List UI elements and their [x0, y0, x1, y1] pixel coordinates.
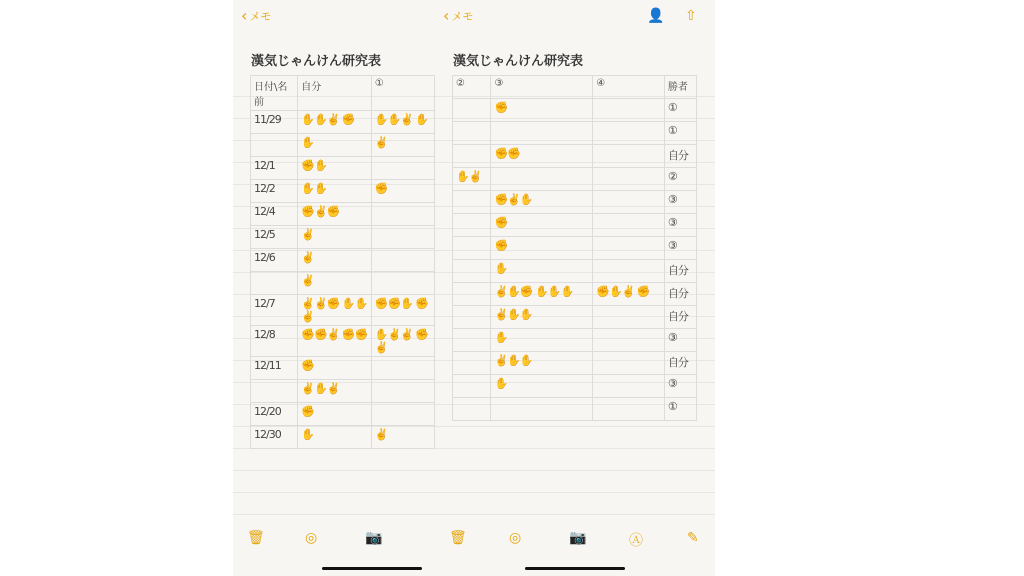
table-cell: [371, 380, 434, 403]
table-cell: 12/4: [251, 203, 298, 226]
table-cell: [453, 352, 491, 375]
table-row: [453, 398, 697, 421]
table-cell: [371, 403, 434, 426]
table-row: [251, 249, 435, 272]
table-cell: [453, 237, 491, 260]
table-cell: [453, 214, 491, 237]
table-cell: [371, 249, 434, 272]
table-cell: 12/7: [251, 295, 298, 326]
table-row: [453, 306, 697, 329]
camera-icon[interactable]: 📷: [569, 530, 587, 546]
table-cell: ✊: [371, 180, 434, 203]
table-cell: [453, 99, 491, 122]
table-cell: ✋✋✌️ ✋: [371, 111, 434, 134]
table-cell: [453, 145, 491, 168]
table-cell: ③: [664, 237, 696, 260]
table-row: [453, 145, 697, 168]
table-cell: [593, 375, 665, 398]
home-indicator: [322, 567, 422, 570]
header-cell: ④: [593, 76, 665, 99]
table-cell: ✋: [298, 134, 372, 157]
table-cell: 12/1: [251, 157, 298, 180]
right-note-screen: [435, 0, 715, 576]
table-cell: [593, 398, 665, 421]
table-cell: [453, 283, 491, 306]
table-cell: [593, 352, 665, 375]
table-cell: 11/29: [251, 111, 298, 134]
header-cell: ②: [453, 76, 491, 99]
header-cell: 日付\名前: [251, 76, 298, 111]
table-cell: [491, 168, 593, 191]
table-cell: [453, 398, 491, 421]
table-cell: ✌️✋✌️: [298, 380, 372, 403]
table-row: [453, 283, 697, 306]
table-cell: ③: [664, 191, 696, 214]
table-cell: 12/6: [251, 249, 298, 272]
table-row: [453, 168, 697, 191]
markup-icon[interactable]: Ⓐ: [629, 533, 643, 549]
table-cell: [593, 122, 665, 145]
table-cell: ✌️: [371, 134, 434, 157]
table-cell: ✊: [491, 214, 593, 237]
table-cell: [251, 134, 298, 157]
table-row: [453, 214, 697, 237]
header-cell: ①: [371, 76, 434, 111]
checklist-icon[interactable]: ◎: [509, 530, 522, 546]
table-cell: [593, 237, 665, 260]
table-cell: ✊: [298, 357, 372, 380]
table-cell: ✊✊✌️ ✊✊: [298, 326, 372, 357]
table-row: [453, 375, 697, 398]
table-row: [251, 203, 435, 226]
table-cell: ✋✋: [298, 180, 372, 203]
table-row: [453, 237, 697, 260]
table-cell: 12/11: [251, 357, 298, 380]
table-cell: ✋✌️: [453, 168, 491, 191]
left-table: [250, 75, 435, 449]
table-row: [251, 295, 435, 326]
header-cell: ③: [491, 76, 593, 99]
trash-icon[interactable]: 🗑: [449, 530, 467, 546]
table-cell: [453, 260, 491, 283]
table-row: [453, 99, 697, 122]
table-row: [251, 403, 435, 426]
table-cell: [593, 99, 665, 122]
share-icon[interactable]: ⇧: [685, 8, 697, 24]
table-row: [251, 380, 435, 403]
table-cell: 自分: [664, 260, 696, 283]
header-cell: 勝者: [664, 76, 696, 99]
table-row: [251, 180, 435, 203]
table-cell: [593, 329, 665, 352]
table-cell: [453, 329, 491, 352]
table-cell: ✌️: [371, 426, 434, 449]
table-cell: [453, 375, 491, 398]
table-cell: 12/30: [251, 426, 298, 449]
table-cell: ✊✋: [298, 157, 372, 180]
table-cell: ✋: [491, 375, 593, 398]
table-row: [251, 326, 435, 357]
table-cell: 12/5: [251, 226, 298, 249]
table-cell: ①: [664, 99, 696, 122]
table-cell: [251, 272, 298, 295]
back-label: メモ: [249, 10, 272, 23]
table-cell: [453, 122, 491, 145]
table-row: [453, 352, 697, 375]
table-cell: ③: [664, 214, 696, 237]
table-cell: 自分: [664, 145, 696, 168]
table-row: [251, 111, 435, 134]
table-cell: ✌️: [298, 272, 372, 295]
table-row: [251, 272, 435, 295]
table-cell: ✊: [491, 99, 593, 122]
table-cell: [593, 214, 665, 237]
compose-icon[interactable]: ✎: [687, 530, 699, 546]
table-cell: ✋: [491, 329, 593, 352]
table-cell: ✌️: [298, 226, 372, 249]
table-cell: ✊✋✌️ ✊: [593, 283, 665, 306]
checklist-icon[interactable]: ◎: [305, 530, 318, 546]
page-title: 漢気じゃんけん研究表: [251, 54, 382, 69]
table-cell: [371, 272, 434, 295]
table-cell: ✊✌️✊: [298, 203, 372, 226]
table-cell: 12/20: [251, 403, 298, 426]
table-cell: [593, 260, 665, 283]
back-button[interactable]: [443, 8, 473, 24]
left-note-screen: [233, 0, 435, 576]
table-cell: ✋✋✌️ ✊: [298, 111, 372, 134]
table-cell: ①: [664, 122, 696, 145]
table-cell: ✌️✋✋: [491, 352, 593, 375]
table-cell: ①: [664, 398, 696, 421]
table-cell: [453, 191, 491, 214]
back-label: メモ: [451, 10, 474, 23]
share-person-icon[interactable]: 👤: [647, 8, 665, 24]
table-cell: ③: [664, 329, 696, 352]
trash-icon[interactable]: 🗑: [247, 530, 265, 546]
table-cell: ✊✊: [491, 145, 593, 168]
home-indicator: [525, 567, 625, 570]
table-cell: 自分: [664, 283, 696, 306]
table-cell: [593, 168, 665, 191]
table-cell: [371, 203, 434, 226]
back-button[interactable]: [241, 8, 271, 24]
table-cell: ✋: [298, 426, 372, 449]
table-cell: [593, 306, 665, 329]
table-cell: 自分: [664, 306, 696, 329]
chevron-left-icon: ‹: [443, 6, 450, 25]
table-cell: ✊✌️✋: [491, 191, 593, 214]
table-cell: ✌️✋✋: [491, 306, 593, 329]
table-cell: [491, 122, 593, 145]
table-cell: 自分: [664, 352, 696, 375]
table-cell: [453, 306, 491, 329]
table-cell: ✌️✌️✊ ✋✋✌️: [298, 295, 372, 326]
table-row: [453, 329, 697, 352]
page-title: 漢気じゃんけん研究表: [453, 54, 584, 69]
table-cell: ✌️✋✊ ✋✋✋: [491, 283, 593, 306]
table-row: [453, 122, 697, 145]
table-row: [251, 134, 435, 157]
table-row: [453, 260, 697, 283]
table-row: [251, 357, 435, 380]
table-cell: ③: [664, 375, 696, 398]
table-cell: ✊: [491, 237, 593, 260]
camera-icon[interactable]: 📷: [365, 530, 383, 546]
table-cell: [251, 380, 298, 403]
table-cell: [593, 145, 665, 168]
table-cell: [371, 357, 434, 380]
table-cell: ②: [664, 168, 696, 191]
table-cell: [491, 398, 593, 421]
table-cell: ✋✌️✌️ ✊✌️: [371, 326, 434, 357]
table-cell: 12/8: [251, 326, 298, 357]
table-row: [251, 226, 435, 249]
table-cell: [371, 157, 434, 180]
table-row: [251, 157, 435, 180]
table-cell: [371, 226, 434, 249]
table-cell: 12/2: [251, 180, 298, 203]
table-row: [453, 191, 697, 214]
table-cell: [593, 191, 665, 214]
table-cell: ✊✊✋ ✊: [371, 295, 434, 326]
table-cell: ✌️: [298, 249, 372, 272]
chevron-left-icon: ‹: [241, 6, 248, 25]
table-cell: ✊: [298, 403, 372, 426]
table-cell: ✋: [491, 260, 593, 283]
table-row: [251, 426, 435, 449]
right-table: [452, 75, 697, 421]
header-cell: 自分: [298, 76, 372, 111]
